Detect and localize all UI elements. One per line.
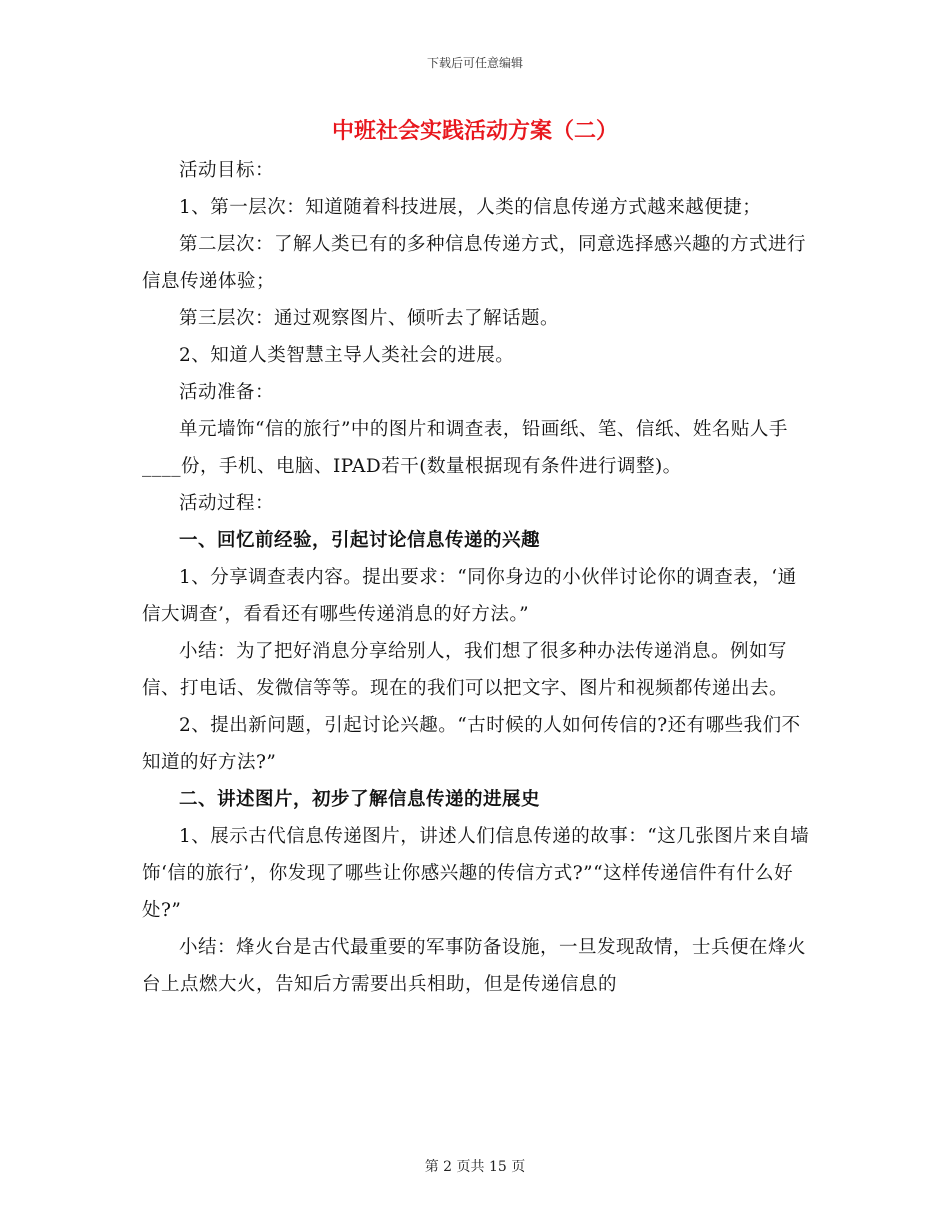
section-heading: 二、讲述图片，初步了解信息传递的进展史: [179, 789, 541, 810]
paragraph: 活动准备：: [179, 382, 275, 403]
paragraph: 小结：为了把好消息分享给别人，我们想了很多种办法传递消息。例如写信、打电话、发微信等等。现在的我们可以把文字、图片和视频都传递出去。: [142, 641, 789, 699]
paragraph: 1、展示古代信息传递图片，讲述人们信息传递的故事：“这几张图片来自墙饰‘信的旅行’，你发现了哪些让你感兴趣的传信方式?”“这样传递信件有什么好处?”: [142, 826, 810, 921]
paragraph: 小结：烽火台是古代最重要的军事防备设施，一旦发现敌情，士兵便在烽火台上点燃大火，告知后方需要出兵相助，但是传递信息的: [142, 937, 807, 995]
paragraph: 第三层次：通过观察图片、倾听去了解话题。: [179, 308, 560, 329]
paragraph: 活动目标：: [179, 160, 275, 181]
paragraph: 第二层次：了解人类已有的多种信息传递方式，同意选择感兴趣的方式进行信息传递体验；: [142, 234, 807, 292]
paragraph: 2、知道人类智慧主导人类社会的进展。: [179, 345, 515, 366]
paragraph: 1、分享调查表内容。提出要求：“同你身边的小伙伴讨论你的调查表，‘通信大调查’，看看还有哪些传递消息的好方法。”: [142, 567, 797, 625]
document-body: [142, 152, 810, 1003]
page-footer: 第 2 页共 15 页: [424, 1159, 526, 1175]
paragraph: 2、提出新问题，引起讨论兴趣。“古时候的人如何传信的?还有哪些我们不知道的好方法?”: [142, 715, 801, 773]
paragraph: 1、第一层次：知道随着科技进展，人类的信息传递方式越来越便捷；: [179, 197, 762, 218]
paragraph: 单元墙饰“信的旅行”中的图片和调查表，铅画纸、笔、信纸、姓名贴人手____份，手机、电脑、IPAD若干(数量根据现有条件进行调整)。: [142, 419, 788, 477]
document-title: 中班社会实践活动方案（二）: [331, 118, 618, 144]
paragraph: 活动过程：: [179, 493, 275, 514]
page-header: 下载后可任意编辑: [426, 56, 523, 70]
section-heading: 一、回忆前经验，引起讨论信息传递的兴趣: [179, 530, 541, 551]
